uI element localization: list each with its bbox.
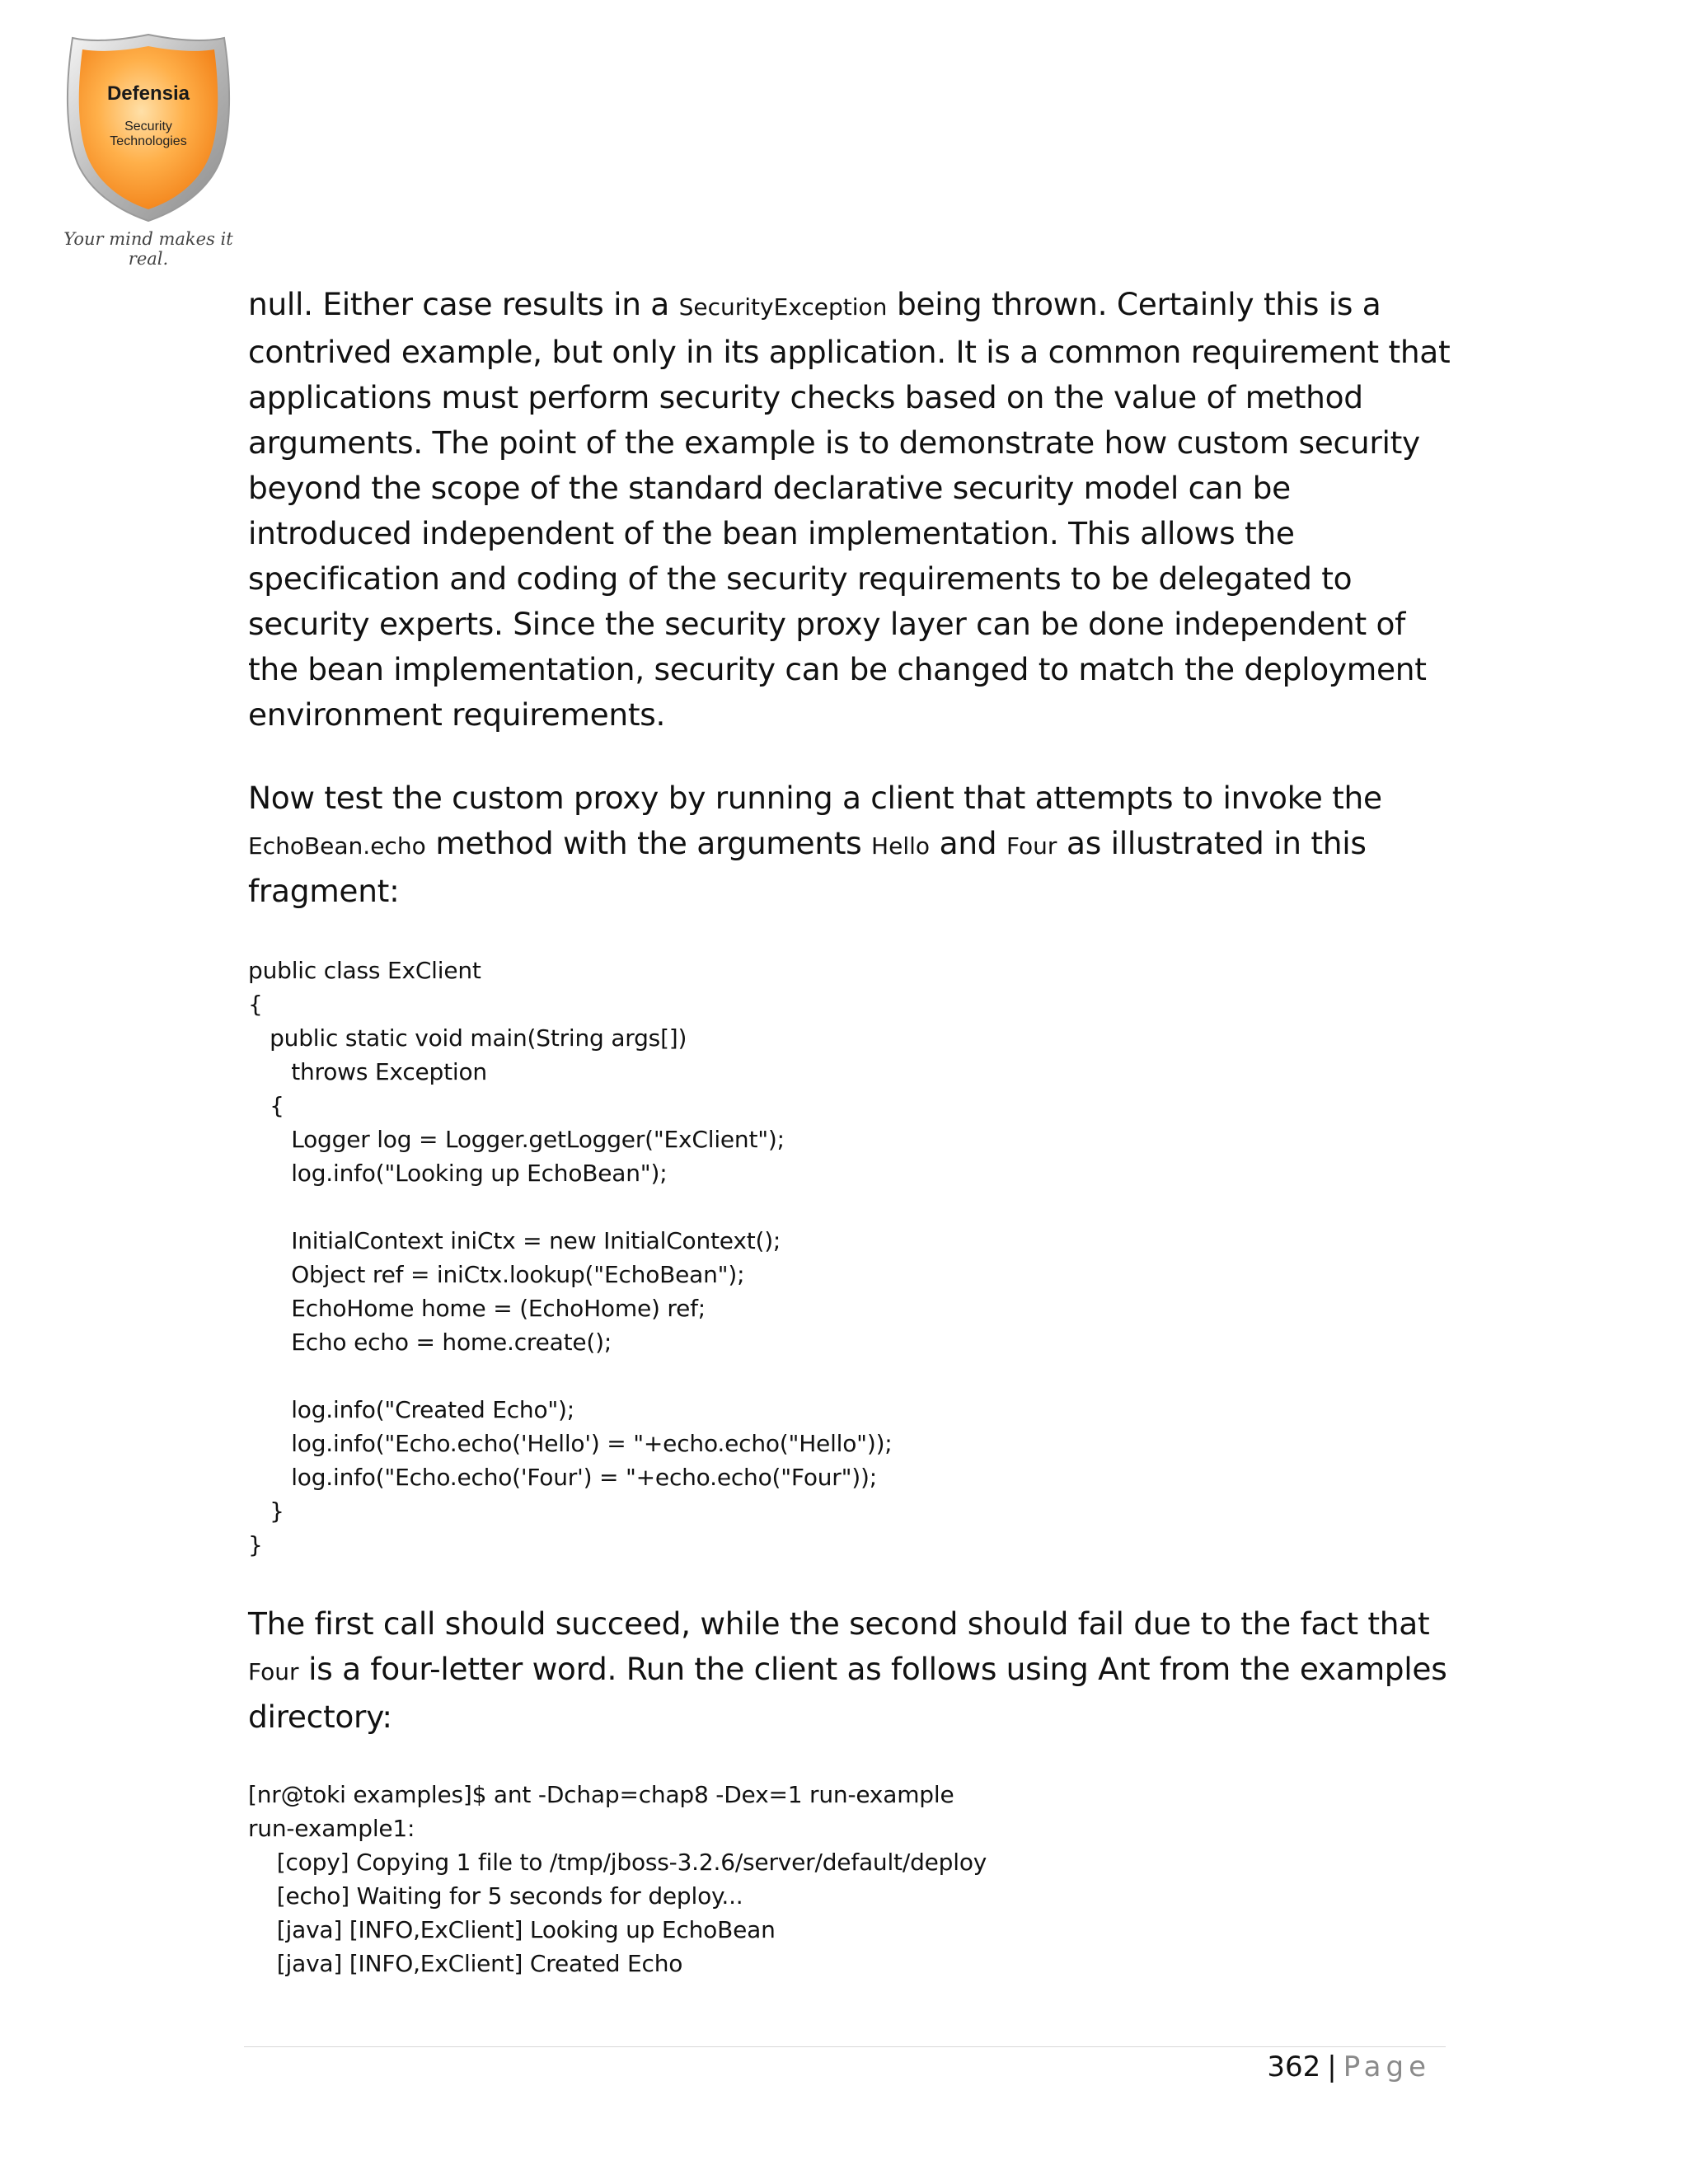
inline-code-echobean-echo: EchoBean.echo <box>248 832 426 860</box>
spacer <box>248 914 1451 954</box>
text-run: is a four-letter word. Run the client as follows using Ant from the examples directory: <box>248 1651 1447 1735</box>
text-run: and <box>930 825 1006 861</box>
text-run: as illustrated in this fragment: <box>248 825 1367 909</box>
spacer <box>248 1740 1451 1778</box>
spacer <box>248 1562 1451 1601</box>
company-logo <box>58 31 239 269</box>
logo-tagline: Your mind makes it real. <box>63 229 233 269</box>
logo-subtitle <box>58 120 239 149</box>
text-run: null. Either case results in a <box>248 286 679 322</box>
spacer <box>248 738 1451 776</box>
page-number: 362 <box>1267 2050 1321 2083</box>
logo-brand-name: Defensia <box>106 82 190 105</box>
text-run: method with the arguments <box>425 825 872 861</box>
inline-code-four: Four <box>1006 832 1057 860</box>
paragraph-test-custom-proxy <box>248 776 1451 914</box>
paragraph-security-proxy-explanation <box>248 282 1451 738</box>
page-content <box>248 282 1451 1980</box>
inline-code-four: Four <box>248 1658 299 1685</box>
code-block-ant-output: [nr@toki examples]$ ant -Dchap=chap8 -Dex=1 run-example run-example1: [copy] Copying 1 file to /tmp/jboss-3.2.6/server/default/deploy [echo] Waiting for 5 seconds for deploy... [java] [INFO,ExClient] Looking up EchoBean [java] [INFO,ExClient] Created Echo <box>248 1781 987 1977</box>
inline-code-securityexception: SecurityException <box>678 293 888 321</box>
paragraph-run-client <box>248 1601 1451 1740</box>
code-block-exclient: public class ExClient { public static void main(String args[]) throws Exception { Logger log = Logger.getLogger("ExClient"); log.info("Looking up EchoBean"); InitialContext iniCtx = new InitialContext(); Object ref = iniCtx.lookup("EchoBean"); EchoHome home = (EchoHome) ref; Echo echo = home.create(); log.info("Created Echo"); log.info("Echo.echo('Hello') = "+echo.echo("Hello")); log.info("Echo.echo('Four') = "+echo.echo("Four")); } } <box>248 957 893 1558</box>
logo-subtitle-line-1: Security <box>124 120 172 134</box>
footer-separator: | <box>1327 2050 1337 2083</box>
text-run: Now test the custom proxy by running a client that attempts to invoke the <box>248 780 1382 816</box>
text-run: The first call should succeed, while the second should fail due to the fact that <box>248 1605 1430 1642</box>
page-label: Page <box>1343 2050 1431 2083</box>
page-footer <box>1267 2049 1431 2085</box>
logo-subtitle-line-2: Technologies <box>110 134 187 148</box>
inline-code-hello: Hello <box>871 832 931 860</box>
footer-divider <box>244 2046 1446 2047</box>
text-run: being thrown. Certainly this is a contrived example, but only in its application. It is a common requirement that applications must perform security checks based on the value of method arguments. The point of the example is to demonstrate how custom security beyond the scope of the standard declarative security model can be introduced independent of the bean implementation. This allows the specification and coding of the security requirements to be delegated to security experts. Since the security proxy layer can be done independent of the bean implementation, security can be changed to match the deployment environment requirements. <box>248 286 1451 733</box>
